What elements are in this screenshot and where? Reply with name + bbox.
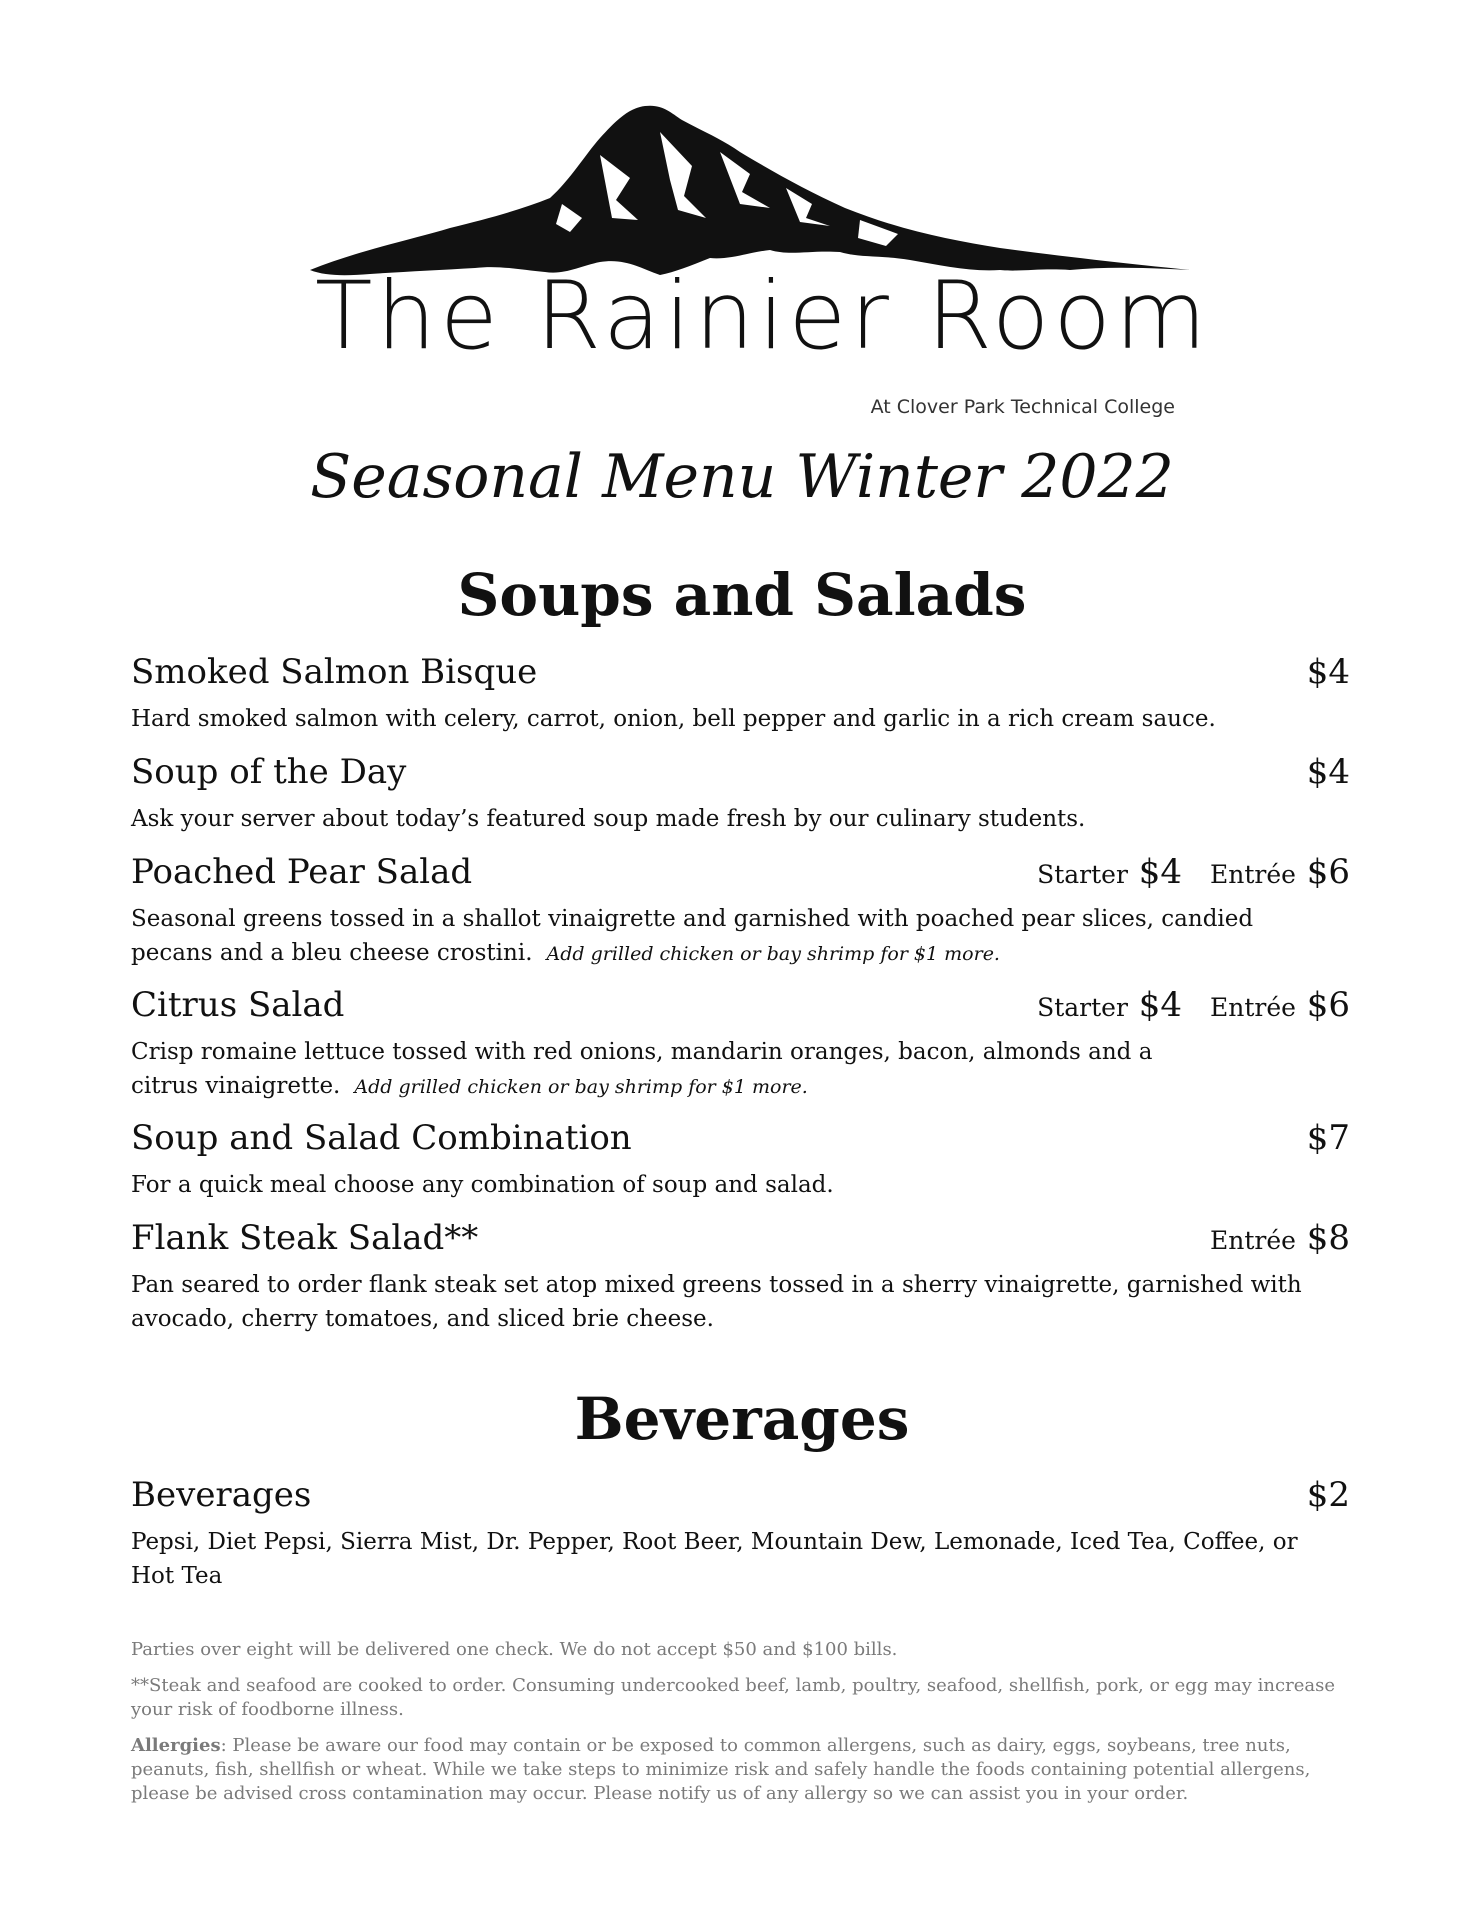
item-name: Beverages bbox=[131, 1475, 312, 1515]
item-description bbox=[131, 1035, 1171, 1104]
item-name: Soup and Salad Combination bbox=[131, 1118, 632, 1158]
restaurant-subtitle: At Clover Park Technical College bbox=[870, 396, 1175, 418]
item-description: Pepsi, Diet Pepsi, Sierra Mist, Dr. Pepper, Root Beer, Mountain Dew, Lemonade, Iced Tea, Coffee, or Hot Tea bbox=[131, 1529, 1298, 1589]
menu-item bbox=[131, 1216, 1350, 1336]
entree-price: $6 bbox=[1306, 852, 1350, 892]
footer-notes bbox=[131, 1638, 1351, 1818]
allergy-label: Allergies bbox=[131, 1735, 221, 1756]
item-description: Ask your server about today’s featured soup made fresh by our culinary students. bbox=[131, 806, 1086, 832]
item-description: For a quick meal choose any combination of soup and salad. bbox=[131, 1172, 834, 1198]
steak-note: **Steak and seafood are cooked to order. Consuming undercooked beef, lamb, poultry, seafood, shellfish, pork, or egg may increase your risk of foodborne illness. bbox=[131, 1675, 1335, 1720]
item-price: $2 bbox=[1306, 1475, 1350, 1515]
item-addon-note: Add grilled chicken or bay shrimp for $1 more. bbox=[546, 943, 1000, 965]
entree-price: $8 bbox=[1306, 1218, 1350, 1258]
item-price-group bbox=[1037, 983, 1350, 1030]
entree-price: $6 bbox=[1306, 985, 1350, 1025]
starter-label: Starter bbox=[1037, 860, 1128, 889]
menu-item bbox=[131, 1473, 1350, 1593]
item-name: Smoked Salmon Bisque bbox=[131, 652, 538, 692]
menu-item bbox=[131, 983, 1350, 1104]
item-name: Flank Steak Salad** bbox=[131, 1218, 479, 1258]
allergy-note bbox=[131, 1734, 1351, 1806]
menu-item bbox=[131, 750, 1350, 836]
section-heading-beverages: Beverages bbox=[574, 1385, 910, 1453]
menu-item bbox=[131, 650, 1350, 736]
item-description-text: Seasonal greens tossed in a shallot vinaigrette and garnished with poached pear slices, candied pecans and a bleu cheese crostini. bbox=[131, 906, 1254, 966]
item-price: $7 bbox=[1306, 1118, 1350, 1158]
item-price-group bbox=[1210, 1216, 1350, 1263]
entree-label: Entrée bbox=[1209, 1226, 1296, 1255]
section-heading-soups-salads: Soups and Salads bbox=[457, 561, 1027, 629]
allergy-text: : Please be aware our food may contain or be exposed to common allergens, such as dairy, eggs, soybeans, tree nuts, peanuts, fish, shellfish or wheat. While we take steps to minimize risk and safely handle the foods containing potential allergens, please be advised cross contamination may occur. Please notify us of any allergy so we can assist you in your order. bbox=[131, 1735, 1311, 1804]
starter-price: $4 bbox=[1138, 852, 1182, 892]
logo bbox=[300, 100, 1211, 430]
item-description: Pan seared to order flank steak set atop mixed greens tossed in a sherry vinaigrette, garnished with avocado, cherry tomatoes, and sliced brie cheese. bbox=[131, 1272, 1302, 1332]
menu-title: Seasonal Menu Winter 2022 bbox=[310, 442, 1174, 512]
item-description: Hard smoked salmon with celery, carrot, onion, bell pepper and garlic in a rich cream sauce. bbox=[131, 706, 1216, 732]
item-name: Poached Pear Salad bbox=[131, 852, 473, 892]
item-price: $4 bbox=[1306, 752, 1350, 792]
item-addon-note: Add grilled chicken or bay shrimp for $1 more. bbox=[354, 1076, 808, 1098]
item-name: Soup of the Day bbox=[131, 752, 407, 792]
menu-item bbox=[131, 1116, 1350, 1202]
entree-label: Entrée bbox=[1209, 860, 1296, 889]
menu-item bbox=[131, 850, 1350, 971]
item-price-group bbox=[1037, 850, 1350, 897]
party-note: Parties over eight will be delivered one check. We do not accept $50 and $100 bills. bbox=[131, 1639, 898, 1660]
item-price: $4 bbox=[1306, 652, 1350, 692]
entree-label: Entrée bbox=[1209, 993, 1296, 1022]
item-description-text: Crisp romaine lettuce tossed with red onions, mandarin oranges, bacon, almonds and a citrus vinaigrette. bbox=[131, 1039, 1153, 1099]
starter-price: $4 bbox=[1138, 985, 1182, 1025]
item-description bbox=[131, 902, 1291, 971]
restaurant-name: The Rainier Room bbox=[315, 262, 1211, 371]
starter-label: Starter bbox=[1037, 993, 1128, 1022]
item-name: Citrus Salad bbox=[131, 985, 345, 1025]
